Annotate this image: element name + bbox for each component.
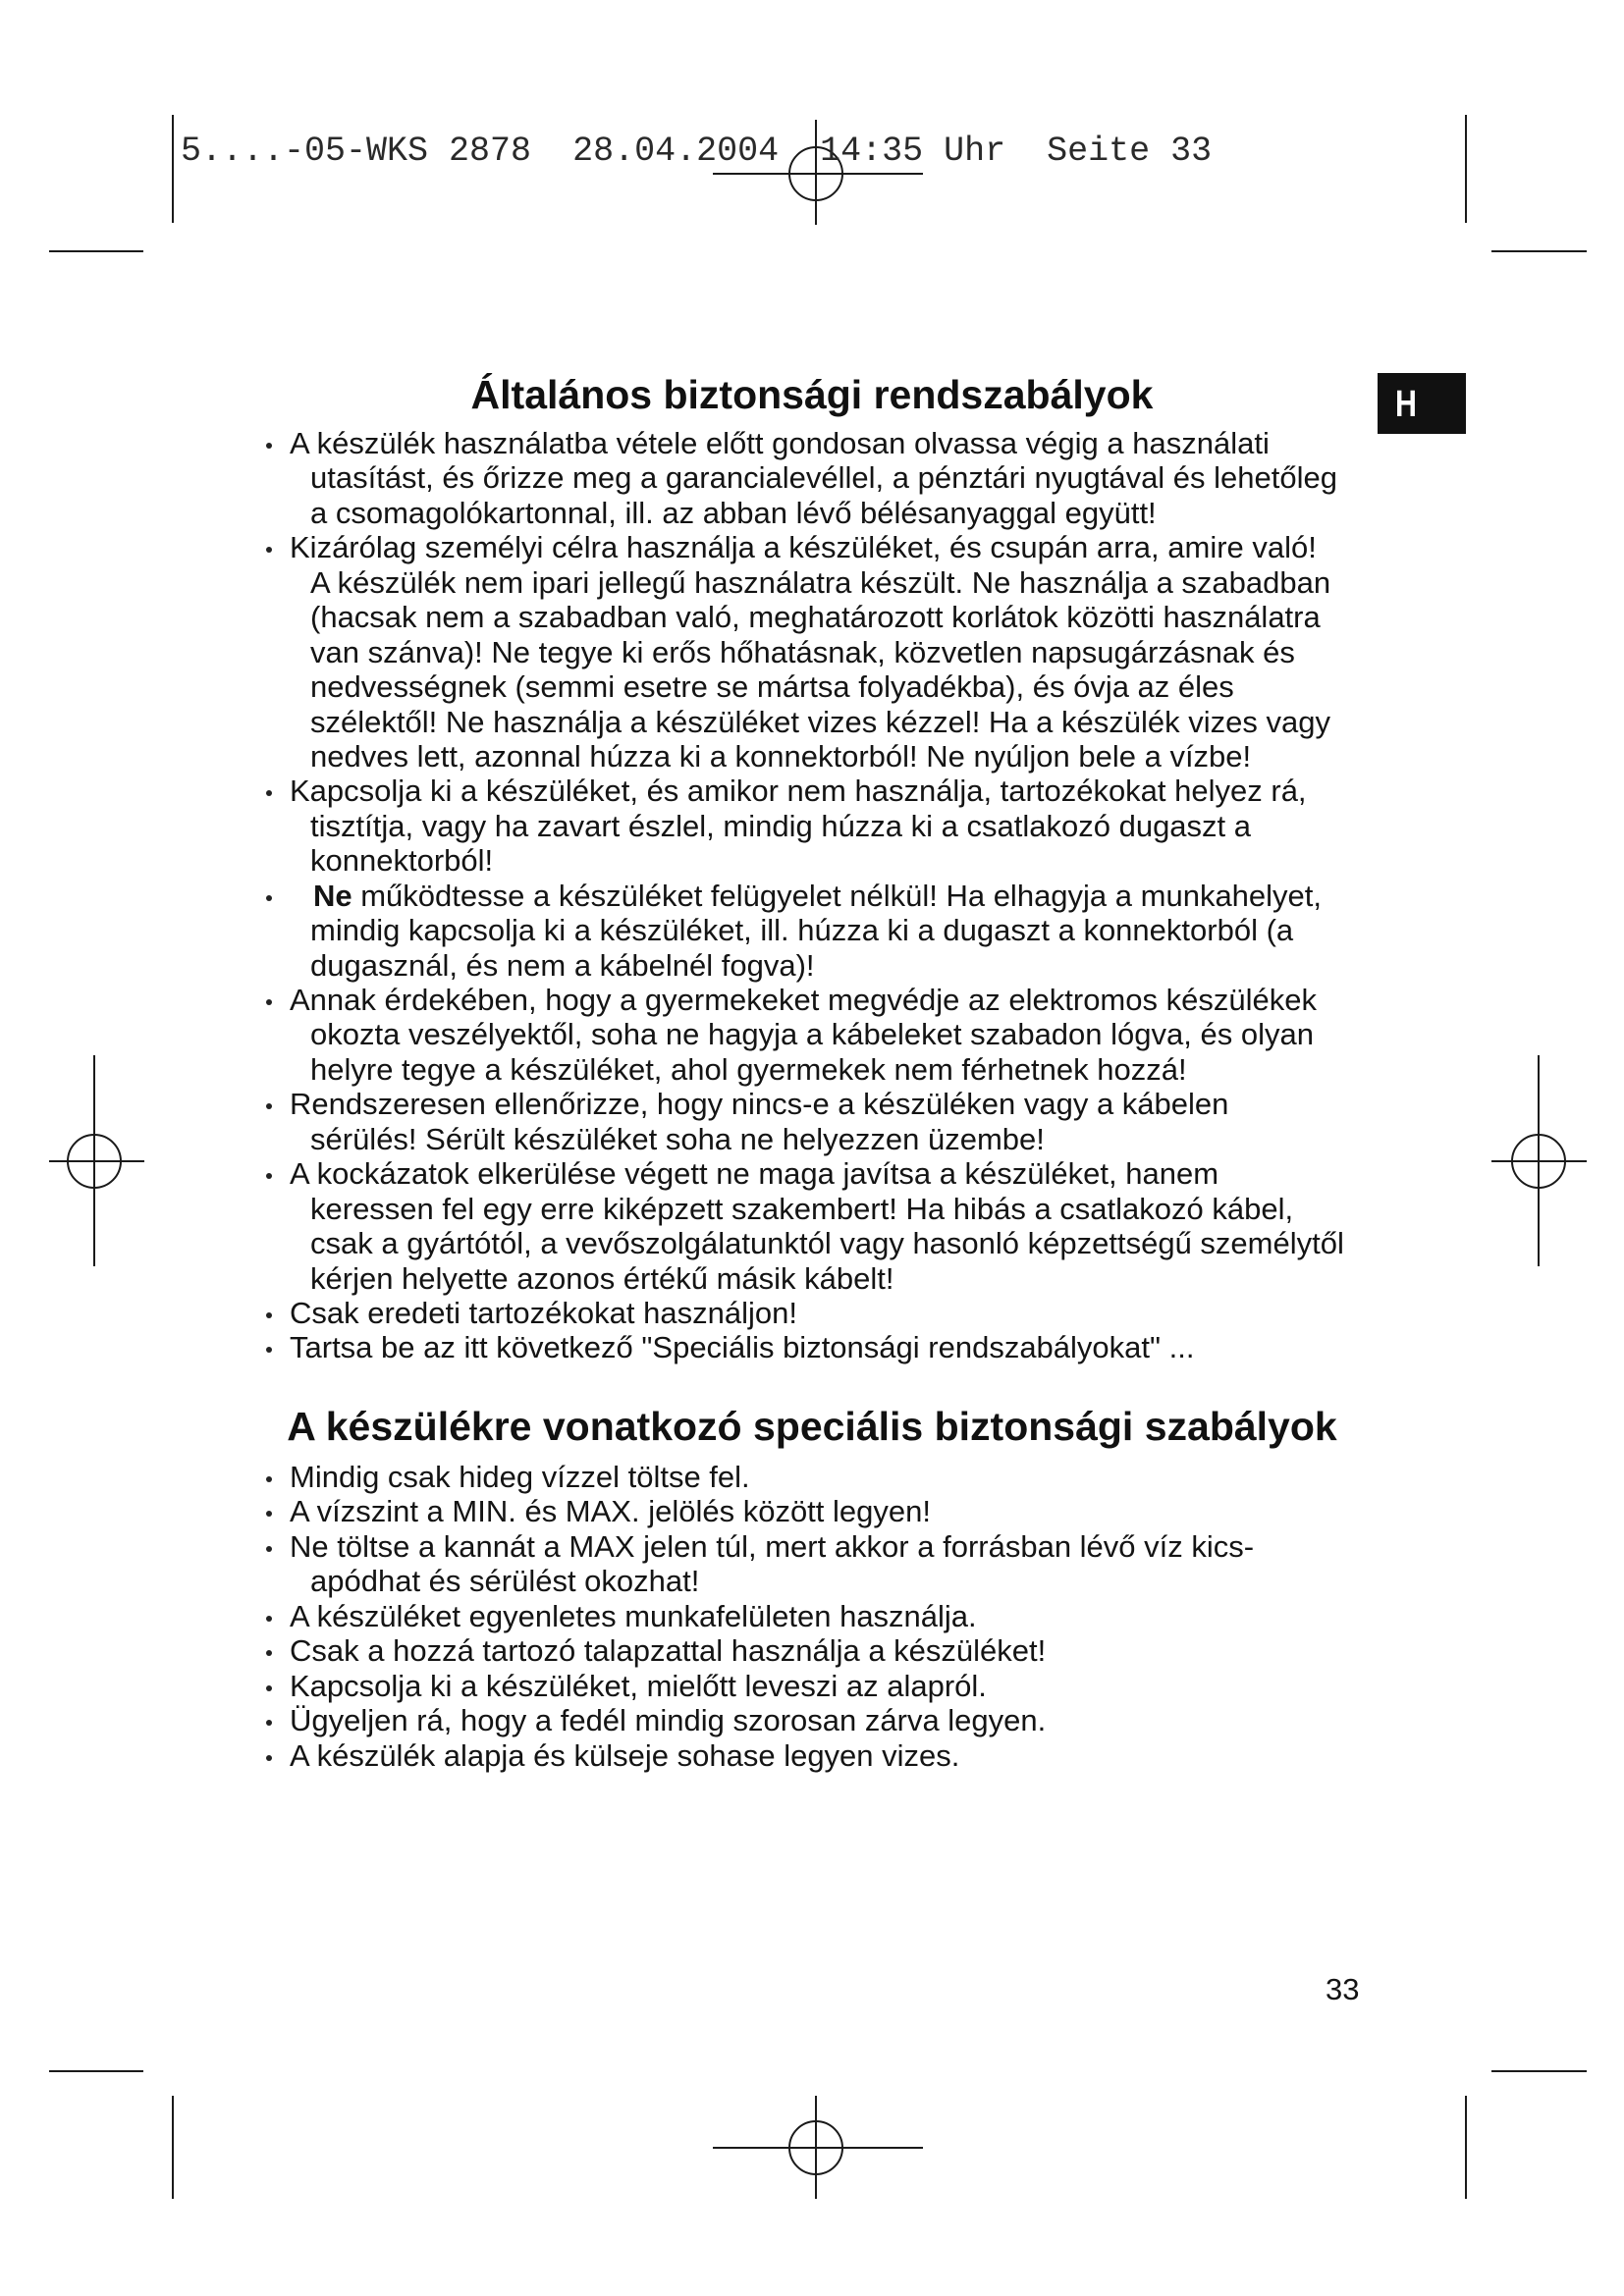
bullet-icon <box>266 1616 272 1622</box>
list-item <box>263 1633 1254 1668</box>
list-item-line: csak a gyártótól, a vevőszolgálatunktól vagy hasonló képzettségű személytől <box>310 1226 1344 1261</box>
print-slug: 5....-05-WKS 2878 28.04.2004 14:35 Uhr Seite 33 <box>181 132 1213 171</box>
list-item <box>263 1330 1344 1364</box>
list-item-line: Kapcsolja ki a készüléket, mielőtt leveszi az alapról. <box>290 1668 987 1703</box>
list-item-line: Kizárólag személyi célra használja a készüléket, és csupán arra, amire való! <box>290 530 1317 565</box>
list-item-line: utasítást, és őrizze meg a garancialevéllel, a pénztári nyugtával és lehetőleg <box>310 460 1337 496</box>
bullet-icon <box>266 1755 272 1761</box>
list-item <box>263 1087 1344 1156</box>
list-item-line: kérjen helyette azonos értékű másik kábelt! <box>310 1260 894 1296</box>
list-item <box>263 1669 1254 1703</box>
list-item-line: A készülék alapja és külseje sohase legyen vizes. <box>290 1737 960 1773</box>
list-item-line: keressen fel egy erre kiképzett szakembert! Ha hibás a csatlakozó kábel, <box>310 1191 1294 1226</box>
language-tab-label: H <box>1395 384 1417 425</box>
list-item <box>263 1703 1254 1737</box>
list-item <box>263 1296 1344 1330</box>
list-item-line: A kockázatok elkerülése végett ne maga javítsa a készüléket, hanem <box>290 1156 1219 1192</box>
list-item-line: Ne töltse a kannát a MAX jelen túl, mert akkor a forrásban lévő víz kics- <box>290 1528 1255 1564</box>
list-item <box>263 1599 1254 1633</box>
list-item-line: Mindig csak hideg vízzel töltse fel. <box>290 1460 750 1494</box>
list-item-line: mindig kapcsolja ki a készüléket, ill. húzza ki a dugaszt a konnektorból (a <box>310 913 1294 948</box>
list-item-line: van szánva)! Ne tegye ki erős hőhatásnak, közvetlen napsugárzásnak és <box>310 634 1295 669</box>
list-item-line: apódhat és sérülést okozhat! <box>310 1564 700 1599</box>
bullet-icon <box>266 999 272 1005</box>
list-item-line: konnektorból! <box>310 843 494 879</box>
section-title-general-safety: Általános biztonsági rendszabályok <box>470 372 1154 417</box>
list-item-line: nedvességnek (semmi esetre se mártsa folyadékba), és óvja az éles <box>310 669 1234 705</box>
registration-mark-right <box>1491 1055 1587 1266</box>
page-number: 33 <box>1326 1972 1360 2006</box>
registration-mark-bottom <box>713 2096 923 2199</box>
registration-mark-left <box>49 1055 144 1266</box>
special-safety-list <box>263 1460 1254 1773</box>
list-item <box>263 983 1344 1087</box>
list-item-line: Tartsa be az itt következő "Speciális biztonsági rendszabályokat" ... <box>290 1330 1195 1365</box>
list-item-line: A készüléket egyenletes munkafelületen használja. <box>290 1598 977 1633</box>
section-title-special-safety: A készülékre vonatkozó speciális biztonsági szabályok <box>287 1404 1337 1449</box>
list-item <box>263 774 1344 878</box>
list-item-line: Annak érdekében, hogy a gyermekeket megvédje az elektromos készülékek <box>290 983 1317 1017</box>
general-safety-list <box>263 426 1344 1365</box>
bullet-icon <box>266 443 272 449</box>
list-item-line: sérülés! Sérült készüléket soha ne helyezzen üzembe! <box>310 1121 1045 1156</box>
list-item-line: Rendszeresen ellenőrizze, hogy nincs-e a készüléken vagy a kábelen <box>290 1087 1229 1122</box>
list-item <box>263 1738 1254 1773</box>
list-item-line: (hacsak nem a szabadban való, meghatározott korlátok közötti használatra <box>310 600 1321 635</box>
list-item-line: tisztítja, vagy ha zavart észlel, mindig húzza ki a csatlakozó dugaszt a <box>310 808 1252 843</box>
list-item <box>263 426 1344 530</box>
list-item-line: Kapcsolja ki a készüléket, és amikor nem használja, tartozékokat helyez rá, <box>290 774 1307 809</box>
list-item <box>263 1460 1254 1494</box>
list-item <box>263 1156 1344 1296</box>
list-item-line: szélektől! Ne használja a készüléket vizes kézzel! Ha a készülék vizes vagy <box>310 704 1330 739</box>
bullet-icon <box>266 895 272 901</box>
list-item-line: A készülék használatba vétele előtt gondosan olvassa végig a használati <box>290 426 1270 460</box>
list-item-line: Csak a hozzá tartozó talapzattal használja a készüléket! <box>290 1633 1047 1669</box>
list-item <box>263 1494 1254 1528</box>
list-item-line: Csak eredeti tartozékokat használjon! <box>290 1295 797 1330</box>
list-item-line-text: működtesse a készüléket felügyelet nélkül! Ha elhagyja a munkahelyet, <box>360 878 1323 913</box>
list-item <box>263 1529 1254 1599</box>
list-item-line: okozta veszélyektől, soha ne hagyja a kábeleket szabadon lógva, és olyan <box>310 1017 1314 1052</box>
bullet-icon <box>266 1312 272 1318</box>
list-item <box>263 879 1344 983</box>
list-item-line: a csomagolókartonnal, ill. az abban lévő bélésanyaggal együtt! <box>310 495 1157 530</box>
list-item-line: Ügyeljen rá, hogy a fedél mindig szorosan zárva legyen. <box>290 1703 1047 1738</box>
bullet-icon <box>266 1476 272 1482</box>
list-item-line: A készülék nem ipari jellegű használatra készült. Ne használja a szabadban <box>310 564 1331 600</box>
emphasis-word: Ne <box>313 878 352 913</box>
bullet-icon <box>266 1546 272 1552</box>
list-item-line: dugasznál, és nem a kábelnél fogva)! <box>310 947 815 983</box>
list-item-line: A vízszint a MIN. és MAX. jelölés között legyen! <box>290 1494 931 1529</box>
list-item <box>263 530 1344 774</box>
list-item-line: helyre tegye a készüléket, ahol gyermekek nem férhetnek hozzá! <box>310 1051 1187 1087</box>
bullet-icon <box>266 1685 272 1691</box>
list-item-line: nedves lett, azonnal húzza ki a konnektorból! Ne nyúljon bele a vízbe! <box>310 738 1252 774</box>
list-item-line <box>263 879 1344 913</box>
